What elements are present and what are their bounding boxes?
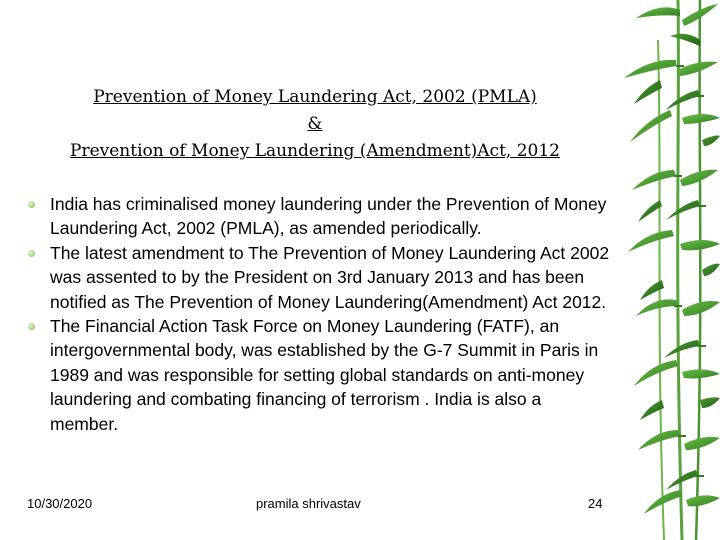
page-number: 24 xyxy=(588,496,603,511)
bullet-list xyxy=(28,192,610,436)
title-line-1: Prevention of Money Laundering Act, 2002 (PMLA) xyxy=(93,87,537,107)
footer-author: pramila shrivastav xyxy=(256,496,361,511)
bullet-dot-icon xyxy=(28,323,35,330)
bullet-item xyxy=(28,314,610,436)
bamboo-decoration-icon xyxy=(600,0,720,540)
bullet-text: India has criminalised money laundering under the Prevention of Money Laundering Act, 2002 (PMLA), as amended periodically. xyxy=(50,194,607,239)
bullet-item xyxy=(28,192,610,241)
footer-date: 10/30/2020 xyxy=(27,496,93,511)
title-line-2: & xyxy=(307,114,323,134)
slide-title xyxy=(40,84,590,165)
bullet-text: The latest amendment to The Prevention of Money Laundering Act 2002 was assented to by the President on 3rd January 2013 and has been notified as The Prevention of Money Laundering(Amendment) Act 2012. xyxy=(50,242,610,312)
title-line-3: Prevention of Money Laundering (Amendment)Act, 2012 xyxy=(70,141,560,161)
bullet-dot-icon xyxy=(28,201,35,208)
bullet-text: The Financial Action Task Force on Money Laundering (FATF), an intergovernmental body, was established by the G-7 Summit in Paris in 1989 and was responsible for setting global standards on anti-money laundering and combating financing of terrorism . India is also a member. xyxy=(50,316,599,434)
bullet-item xyxy=(28,241,610,314)
bullet-dot-icon xyxy=(28,250,35,257)
